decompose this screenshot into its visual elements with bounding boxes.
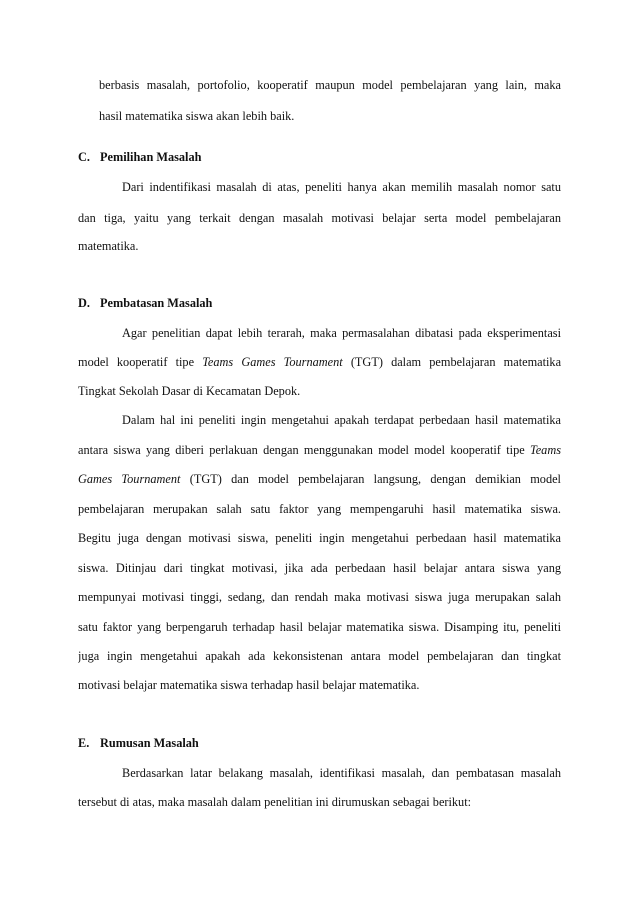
intro-line-1: berbasis masalah, portofolio, kooperatif maupun model pembelajaran yang lain, maka	[99, 78, 561, 92]
section-d-p1-line-3: Tingkat Sekolah Dasar di Kecamatan Depok.	[78, 384, 301, 398]
section-d-letter: D.	[78, 296, 90, 310]
intro-line-2: hasil matematika siswa akan lebih baik.	[99, 109, 295, 123]
section-c-line-2: dan tiga, yaitu yang terkait dengan masalah motivasi belajar serta model pembelajaran	[78, 211, 561, 225]
section-d-p2-line-4: pembelajaran merupakan salah satu faktor yang mempengaruhi hasil matematika siswa.	[78, 502, 561, 516]
section-c-letter: C.	[78, 150, 90, 164]
section-d-p2-line-6: siswa. Ditinjau dari tingkat motivasi, jika ada perbedaan hasil belajar antara siswa yang	[78, 561, 561, 575]
section-c-line-3: matematika.	[78, 239, 139, 253]
method-name-italic: Teams Games Tournament	[202, 355, 343, 369]
section-e-heading	[78, 736, 199, 750]
section-d-p2-line-7: mempunyai motivasi tinggi, sedang, dan rendah maka motivasi siswa juga merupakan salah	[78, 590, 561, 604]
section-d-title: Pembatasan Masalah	[100, 296, 213, 310]
section-e-letter: E.	[78, 736, 90, 750]
section-c-line-1: Dari indentifikasi masalah di atas, peneliti hanya akan memilih masalah nomor satu	[122, 180, 561, 194]
section-d-heading	[78, 296, 212, 310]
section-d-p2-line-10: motivasi belajar matematika siswa terhadap hasil belajar matematika.	[78, 678, 420, 692]
section-d-p2-line-2: antara siswa yang diberi perlakuan dengan menggunakan model model kooperatif tipe Teams	[78, 443, 561, 457]
section-c-heading	[78, 150, 201, 164]
section-e-line-1: Berdasarkan latar belakang masalah, identifikasi masalah, dan pembatasan masalah	[122, 766, 561, 780]
section-d-p2-line-1: Dalam hal ini peneliti ingin mengetahui apakah terdapat perbedaan hasil matematika	[122, 413, 561, 427]
section-d-p2-line-3: Games Tournament (TGT) dan model pembelajaran langsung, dengan demikian model	[78, 472, 561, 486]
section-d-p1-line-1: Agar penelitian dapat lebih terarah, maka permasalahan dibatasi pada eksperimentasi	[122, 326, 561, 340]
section-d-p2-line-9: juga ingin mengetahui apakah ada kekonsistenan antara model pembelajaran dan tingkat	[78, 649, 561, 663]
section-e-line-2: tersebut di atas, maka masalah dalam penelitian ini dirumuskan sebagai berikut:	[78, 795, 472, 809]
section-e-title: Rumusan Masalah	[100, 736, 199, 750]
section-d-p2-line-8: satu faktor yang berpengaruh terhadap hasil belajar matematika siswa. Disamping itu, peneliti	[78, 620, 561, 634]
section-d-p1-line-2: model kooperatif tipe Teams Games Tournament (TGT) dalam pembelajaran matematika	[78, 355, 561, 369]
section-c-title: Pemilihan Masalah	[100, 150, 202, 164]
section-d-p2-line-5: Begitu juga dengan motivasi siswa, peneliti ingin mengetahui perbedaan hasil matematika	[78, 531, 561, 545]
